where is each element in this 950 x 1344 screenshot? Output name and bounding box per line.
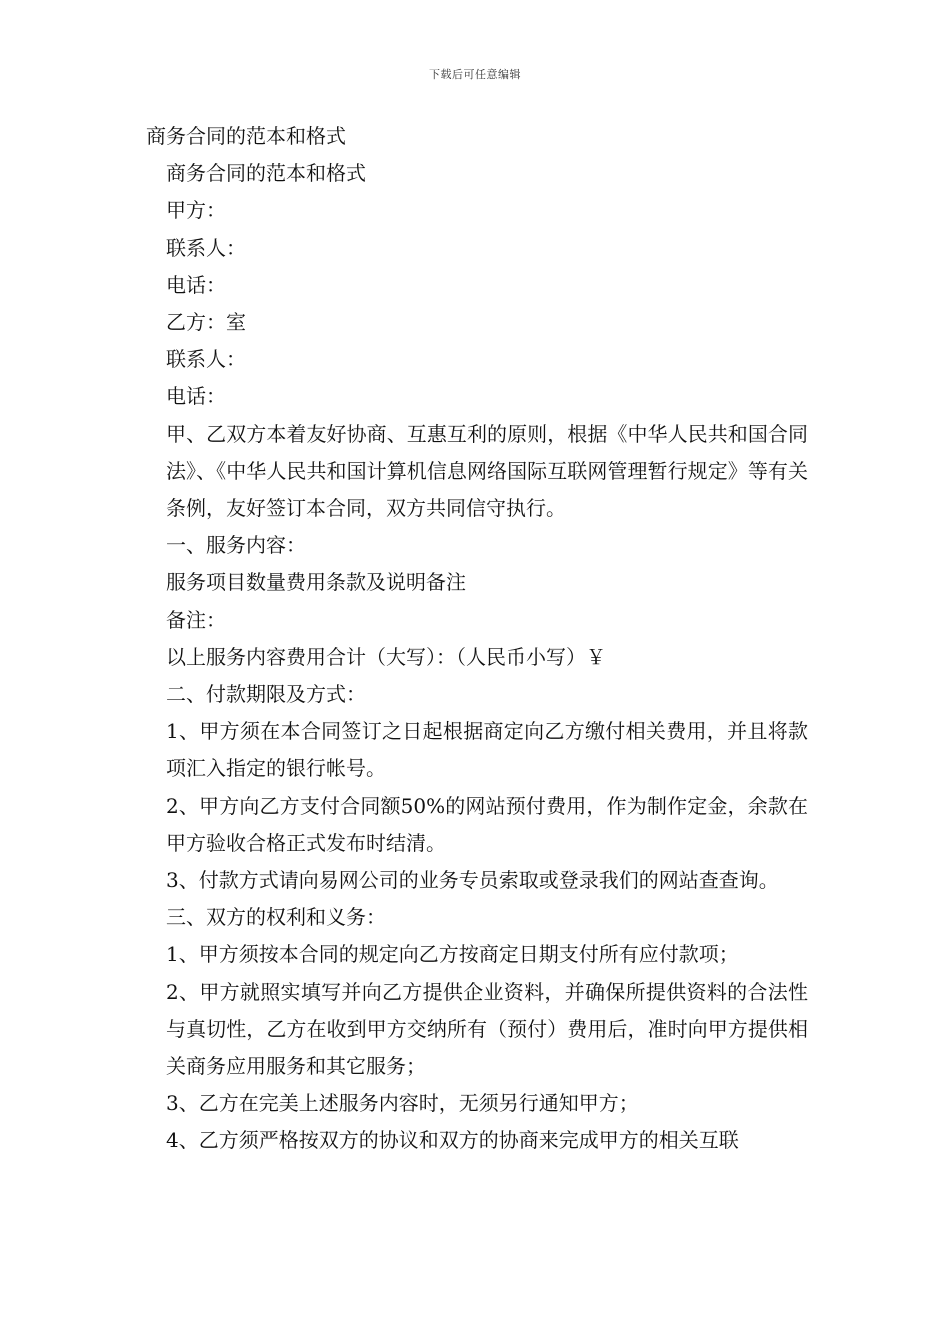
- section-heading-payment: 二、付款期限及方式：: [166, 682, 366, 707]
- document-subtitle: 商务合同的范本和格式: [166, 161, 366, 186]
- section-heading-rights: 三、双方的权利和义务：: [166, 905, 386, 930]
- document-body: [146, 118, 808, 1160]
- service-table-header: 服务项目数量费用条款及说明备注: [166, 570, 466, 595]
- party-b-contact-label: 联系人：: [166, 347, 246, 372]
- rights-clause-4: 4、乙方须严格按双方的协议和双方的协商来完成甲方的相关互联: [166, 1128, 739, 1153]
- preamble-paragraph: 甲、乙双方本着友好协商、互惠互利的原则，根据《中华人民共和国合同法》、《中华人民共和国计算机信息网络国际互联网管理暂行规定》等有关条例，友好签订本合同，双方共同信守执行。: [166, 421, 808, 521]
- rights-clause-2: 2、甲方就照实填写并向乙方提供企业资料，并确保所提供资料的合法性与真切性，乙方在收到甲方交纳所有（预付）费用后，准时向甲方提供相关商务应用服务和其它服务；: [166, 979, 808, 1079]
- party-b-phone-label: 电话：: [166, 384, 226, 409]
- party-a-phone-label: 电话：: [166, 272, 226, 297]
- payment-clause-2: 2、甲方向乙方支付合同额50%的网站预付费用，作为制作定金，余款在甲方验收合格正式发布时结清。: [166, 793, 808, 855]
- rights-clause-1: 1、甲方须按本合同的规定向乙方按商定日期支付所有应付款项；: [166, 942, 739, 967]
- remarks-label: 备注：: [166, 607, 226, 632]
- party-a-contact-label: 联系人：: [166, 235, 246, 260]
- party-a-label: 甲方：: [166, 198, 226, 223]
- payment-clause-3: 3、付款方式请向易网公司的业务专员索取或登录我们的网站查查询。: [166, 868, 779, 893]
- fee-total-line: 以上服务内容费用合计（大写）：（人民币小写）￥: [166, 644, 606, 669]
- section-heading-service: 一、服务内容：: [166, 533, 306, 558]
- party-b-label: 乙方：室: [166, 310, 246, 335]
- rights-clause-3: 3、乙方在完美上述服务内容时，无须另行通知甲方；: [166, 1091, 639, 1116]
- document-title: 商务合同的范本和格式: [146, 124, 346, 148]
- payment-clause-1: 1、甲方须在本合同签订之日起根据商定向乙方缴付相关费用，并且将款项汇入指定的银行帐号。: [166, 719, 808, 781]
- page-header-note: 下载后可任意编辑: [429, 68, 521, 81]
